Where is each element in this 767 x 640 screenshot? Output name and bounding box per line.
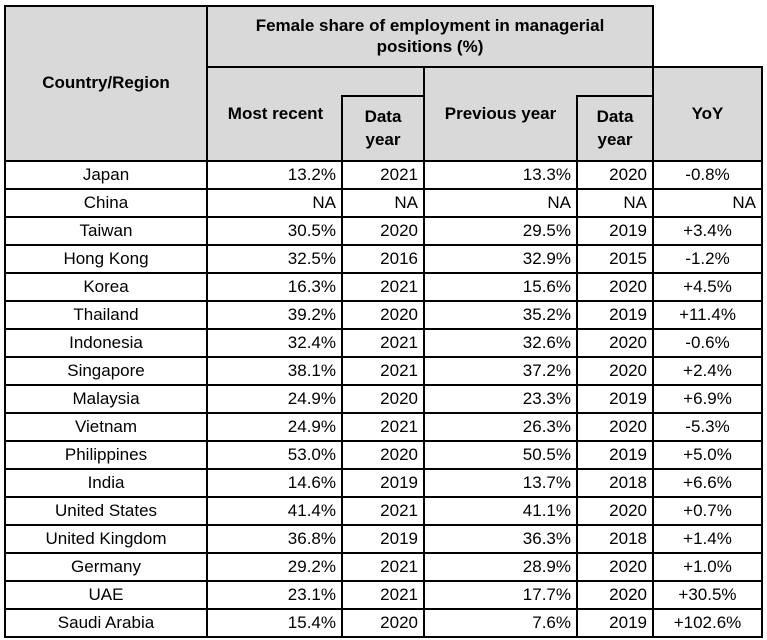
cell-data-year-2: 2018 xyxy=(578,526,654,554)
cell-yoy: +0.7% xyxy=(654,498,761,526)
cell-country: Philippines xyxy=(6,442,208,470)
cell-most-recent: NA xyxy=(208,190,343,218)
cell-most-recent: 14.6% xyxy=(208,470,343,498)
cell-country: India xyxy=(6,470,208,498)
cell-country: China xyxy=(6,190,208,218)
cell-yoy: +5.0% xyxy=(654,442,761,470)
cell-data-year-1: 2021 xyxy=(343,358,425,386)
col-header-previous-year: Previous year xyxy=(423,66,576,162)
table-row xyxy=(6,526,761,554)
cell-data-year-2: 2019 xyxy=(578,302,654,330)
cell-yoy: -0.6% xyxy=(654,330,761,358)
cell-data-year-1: 2021 xyxy=(343,414,425,442)
table-row xyxy=(6,190,761,218)
cell-previous-year: 35.2% xyxy=(425,302,578,330)
cell-previous-year: 13.7% xyxy=(425,470,578,498)
table-row xyxy=(6,442,761,470)
table-row xyxy=(6,414,761,442)
cell-previous-year: 23.3% xyxy=(425,386,578,414)
cell-data-year-1: 2021 xyxy=(343,554,425,582)
cell-most-recent: 29.2% xyxy=(208,554,343,582)
table-row xyxy=(6,330,761,358)
cell-country: United States xyxy=(6,498,208,526)
col-header-group-title: Female share of employment in managerial positions (%) xyxy=(206,5,654,68)
cell-data-year-1: 2019 xyxy=(343,526,425,554)
cell-most-recent: 15.4% xyxy=(208,610,343,638)
cell-most-recent: 41.4% xyxy=(208,498,343,526)
cell-data-year-1: 2020 xyxy=(343,386,425,414)
cell-most-recent: 53.0% xyxy=(208,442,343,470)
cell-yoy: -0.8% xyxy=(654,162,761,190)
cell-yoy: +11.4% xyxy=(654,302,761,330)
cell-data-year-1: 2021 xyxy=(343,498,425,526)
cell-most-recent: 32.5% xyxy=(208,246,343,274)
cell-data-year-2: 2019 xyxy=(578,218,654,246)
cell-data-year-1: 2016 xyxy=(343,246,425,274)
table-row xyxy=(6,470,761,498)
table-row xyxy=(6,386,761,414)
table-row xyxy=(6,582,761,610)
cell-country: Hong Kong xyxy=(6,246,208,274)
cell-previous-year: 13.3% xyxy=(425,162,578,190)
cell-data-year-2: 2020 xyxy=(578,330,654,358)
table-row xyxy=(6,302,761,330)
col-header-data-year-1 xyxy=(341,66,425,162)
cell-data-year-1: 2019 xyxy=(343,470,425,498)
cell-country: Indonesia xyxy=(6,330,208,358)
cell-data-year-2: 2020 xyxy=(578,358,654,386)
cell-data-year-1: 2021 xyxy=(343,582,425,610)
cell-most-recent: 16.3% xyxy=(208,274,343,302)
cell-data-year-1: 2021 xyxy=(343,274,425,302)
cell-data-year-2: 2020 xyxy=(578,162,654,190)
cell-data-year-2: 2019 xyxy=(578,442,654,470)
cell-data-year-2: 2020 xyxy=(578,582,654,610)
cell-previous-year: NA xyxy=(425,190,578,218)
table-body xyxy=(4,162,763,638)
cell-yoy: +6.9% xyxy=(654,386,761,414)
cell-most-recent: 30.5% xyxy=(208,218,343,246)
cell-yoy: NA xyxy=(654,190,761,218)
cell-yoy: +1.0% xyxy=(654,554,761,582)
cell-previous-year: 15.6% xyxy=(425,274,578,302)
cell-previous-year: 37.2% xyxy=(425,358,578,386)
cell-previous-year: 7.6% xyxy=(425,610,578,638)
cell-most-recent: 23.1% xyxy=(208,582,343,610)
cell-yoy: +2.4% xyxy=(654,358,761,386)
table-row xyxy=(6,358,761,386)
table-row xyxy=(6,554,761,582)
cell-data-year-2: 2020 xyxy=(578,274,654,302)
cell-previous-year: 36.3% xyxy=(425,526,578,554)
cell-country: Vietnam xyxy=(6,414,208,442)
cell-country: Germany xyxy=(6,554,208,582)
cell-yoy: +4.5% xyxy=(654,274,761,302)
cell-country: UAE xyxy=(6,582,208,610)
data-year-2-box xyxy=(576,95,652,160)
col-header-data-year-1-label: Data year xyxy=(364,106,402,149)
col-header-data-year-2 xyxy=(576,66,654,162)
col-header-data-year-2-label: Data year xyxy=(596,106,634,149)
cell-data-year-2: 2019 xyxy=(578,386,654,414)
table-row xyxy=(6,218,761,246)
cell-most-recent: 38.1% xyxy=(208,358,343,386)
cell-data-year-2: NA xyxy=(578,190,654,218)
cell-most-recent: 24.9% xyxy=(208,386,343,414)
cell-previous-year: 32.9% xyxy=(425,246,578,274)
cell-data-year-1: 2020 xyxy=(343,302,425,330)
cell-country: Malaysia xyxy=(6,386,208,414)
cell-previous-year: 26.3% xyxy=(425,414,578,442)
col-header-yoy: YoY xyxy=(652,66,763,162)
cell-data-year-2: 2020 xyxy=(578,498,654,526)
table-row xyxy=(6,162,761,190)
cell-data-year-2: 2020 xyxy=(578,414,654,442)
cell-yoy: +30.5% xyxy=(654,582,761,610)
cell-previous-year: 28.9% xyxy=(425,554,578,582)
cell-previous-year: 41.1% xyxy=(425,498,578,526)
cell-yoy: +3.4% xyxy=(654,218,761,246)
cell-country: Saudi Arabia xyxy=(6,610,208,638)
data-year-1-box xyxy=(341,95,423,160)
cell-data-year-1: 2021 xyxy=(343,162,425,190)
cell-country: Taiwan xyxy=(6,218,208,246)
cell-data-year-2: 2020 xyxy=(578,554,654,582)
cell-country: Japan xyxy=(6,162,208,190)
cell-yoy: +6.6% xyxy=(654,470,761,498)
table-row xyxy=(6,498,761,526)
table-row xyxy=(6,274,761,302)
cell-yoy: -1.2% xyxy=(654,246,761,274)
cell-yoy: -5.3% xyxy=(654,414,761,442)
cell-country: Korea xyxy=(6,274,208,302)
cell-data-year-1: 2020 xyxy=(343,610,425,638)
col-header-country-region: Country/Region xyxy=(4,5,208,162)
cell-country: Thailand xyxy=(6,302,208,330)
cell-data-year-1: 2020 xyxy=(343,442,425,470)
cell-yoy: +1.4% xyxy=(654,526,761,554)
cell-most-recent: 32.4% xyxy=(208,330,343,358)
table-row xyxy=(6,246,761,274)
cell-data-year-1: 2021 xyxy=(343,330,425,358)
cell-data-year-2: 2019 xyxy=(578,610,654,638)
table-row xyxy=(6,610,761,638)
cell-data-year-2: 2015 xyxy=(578,246,654,274)
cell-most-recent: 24.9% xyxy=(208,414,343,442)
cell-previous-year: 32.6% xyxy=(425,330,578,358)
cell-data-year-2: 2018 xyxy=(578,470,654,498)
cell-previous-year: 29.5% xyxy=(425,218,578,246)
cell-previous-year: 17.7% xyxy=(425,582,578,610)
cell-country: United Kingdom xyxy=(6,526,208,554)
cell-data-year-1: 2020 xyxy=(343,218,425,246)
cell-most-recent: 39.2% xyxy=(208,302,343,330)
cell-previous-year: 50.5% xyxy=(425,442,578,470)
col-header-most-recent: Most recent xyxy=(206,66,343,162)
cell-most-recent: 13.2% xyxy=(208,162,343,190)
cell-country: Singapore xyxy=(6,358,208,386)
cell-yoy: +102.6% xyxy=(654,610,761,638)
cell-data-year-1: NA xyxy=(343,190,425,218)
cell-most-recent: 36.8% xyxy=(208,526,343,554)
